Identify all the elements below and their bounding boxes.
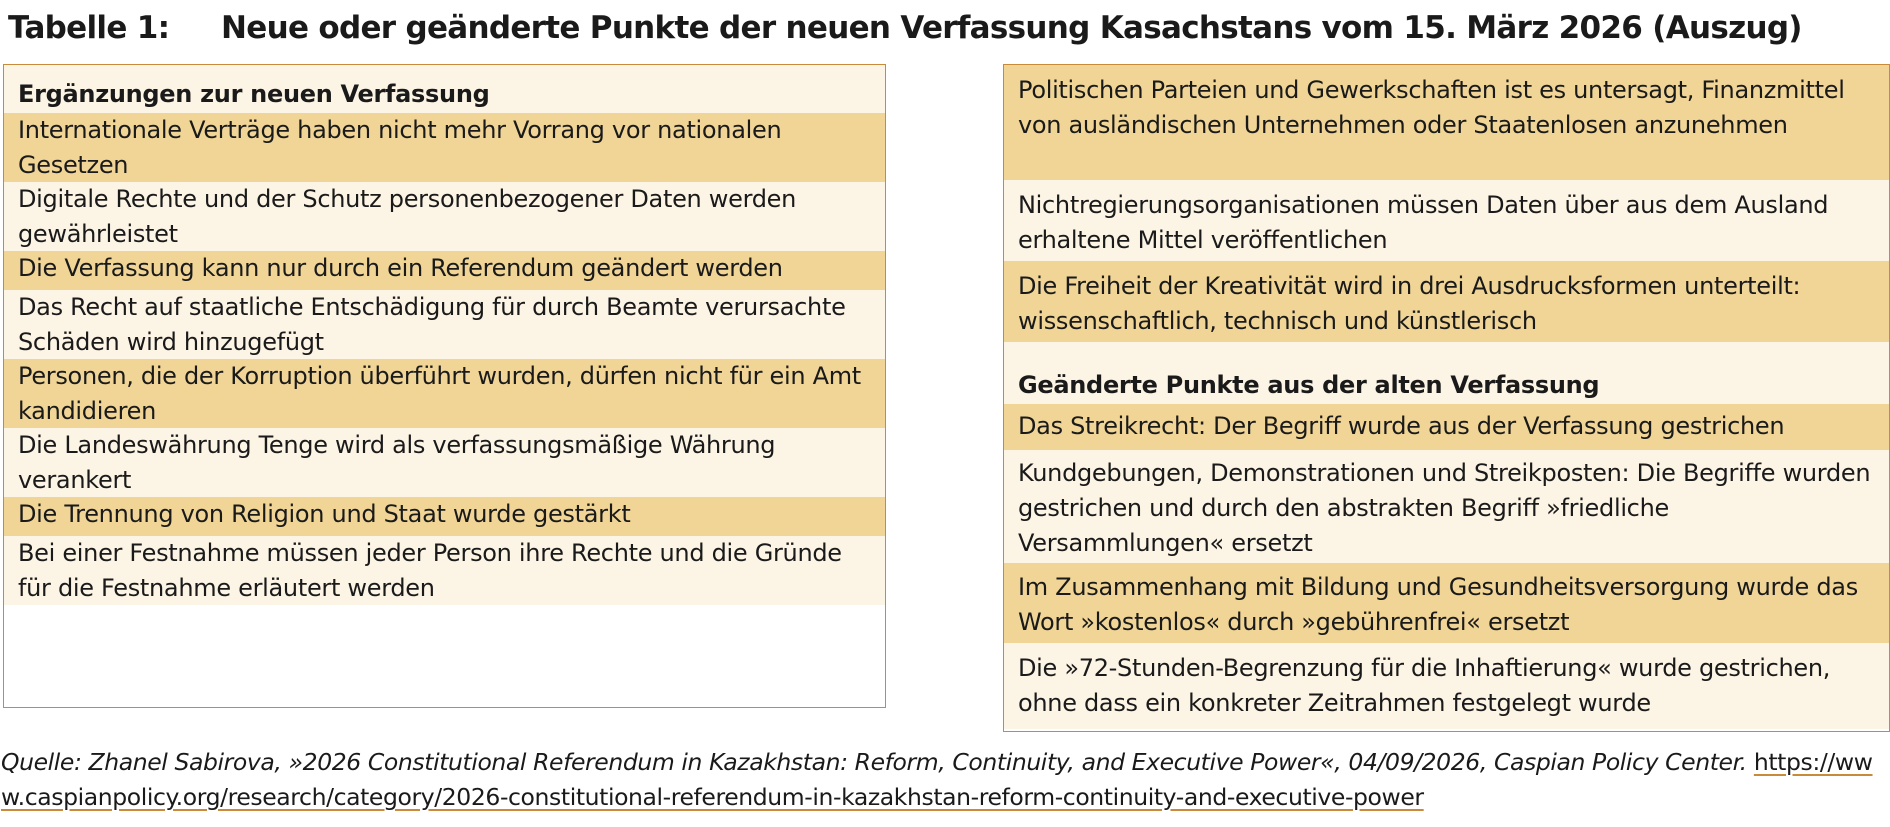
table-row: Politischen Parteien und Gewerkschaften ist es untersagt, Finanzmittel von ausländischen Unternehmen oder Staatenlosen anzunehmen [1004, 65, 1889, 180]
table-row: Digitale Rechte und der Schutz personenbezogener Daten werden gewährleistet [4, 182, 885, 251]
additions-table [3, 64, 886, 708]
table-row: Die Verfassung kann nur durch ein Referendum geändert werden [4, 251, 885, 290]
additions-header: Ergänzungen zur neuen Verfassung [4, 65, 885, 113]
table-row: Im Zusammenhang mit Bildung und Gesundheitsversorgung wurde das Wort »kostenlos« durch »gebührenfrei« ersetzt [1004, 563, 1889, 643]
table-row: Internationale Verträge haben nicht mehr Vorrang vor nationalen Gesetzen [4, 113, 885, 182]
table-row: Personen, die der Korruption überführt wurden, dürfen nicht für ein Amt kandidieren [4, 359, 885, 428]
changes-header: Geänderte Punkte aus der alten Verfassung [1004, 342, 1889, 404]
table-row: Bei einer Festnahme müssen jeder Person ihre Rechte und die Gründe für die Festnahme erläutert werden [4, 536, 885, 605]
table-row: Die »72-Stunden-Begrenzung für die Inhaftierung« wurde gestrichen, ohne dass ein konkreter Zeitrahmen festgelegt wurde [1004, 643, 1889, 729]
table-label: Tabelle 1: [8, 10, 170, 46]
table-row: Nichtregierungsorganisationen müssen Daten über aus dem Ausland erhaltene Mittel veröffentlichen [1004, 180, 1889, 261]
source-link[interactable]: https://www.caspianpolicy.org/research/category/2026-constitutional-referendum-in-kazakhstan-reform-continuity-and-executive-power [1, 748, 1873, 811]
table-row: Das Recht auf staatliche Entschädigung für durch Beamte verursachte Schäden wird hinzugefügt [4, 290, 885, 359]
table-row: Die Freiheit der Kreativität wird in drei Ausdrucksformen unterteilt: wissenschaftlich, technisch und künstlerisch [1004, 261, 1889, 342]
table-row: Die Landeswährung Tenge wird als verfassungsmäßige Währung verankert [4, 428, 885, 497]
table-title-text: Neue oder geänderte Punkte der neuen Verfassung Kasachstans vom 15. März 2026 (Auszug) [221, 10, 1802, 46]
changes-table [1003, 64, 1890, 732]
table-row: Die Trennung von Religion und Staat wurde gestärkt [4, 497, 885, 536]
table-row: Kundgebungen, Demonstrationen und Streikposten: Die Begriffe wurden gestrichen und durch den abstrakten Begriff »friedliche Versammlungen« ersetzt [1004, 450, 1889, 563]
table-title [8, 6, 1882, 50]
source-text: Quelle: Zhanel Sabirova, »2026 Constitutional Referendum in Kazakhstan: Reform, Continuity, and Executive Power«, 04/09/2026, Caspian Policy Center. [1, 748, 1747, 776]
table-row: Das Streikrecht: Der Begriff wurde aus der Verfassung gestrichen [1004, 404, 1889, 450]
source-citation [1, 745, 1887, 815]
